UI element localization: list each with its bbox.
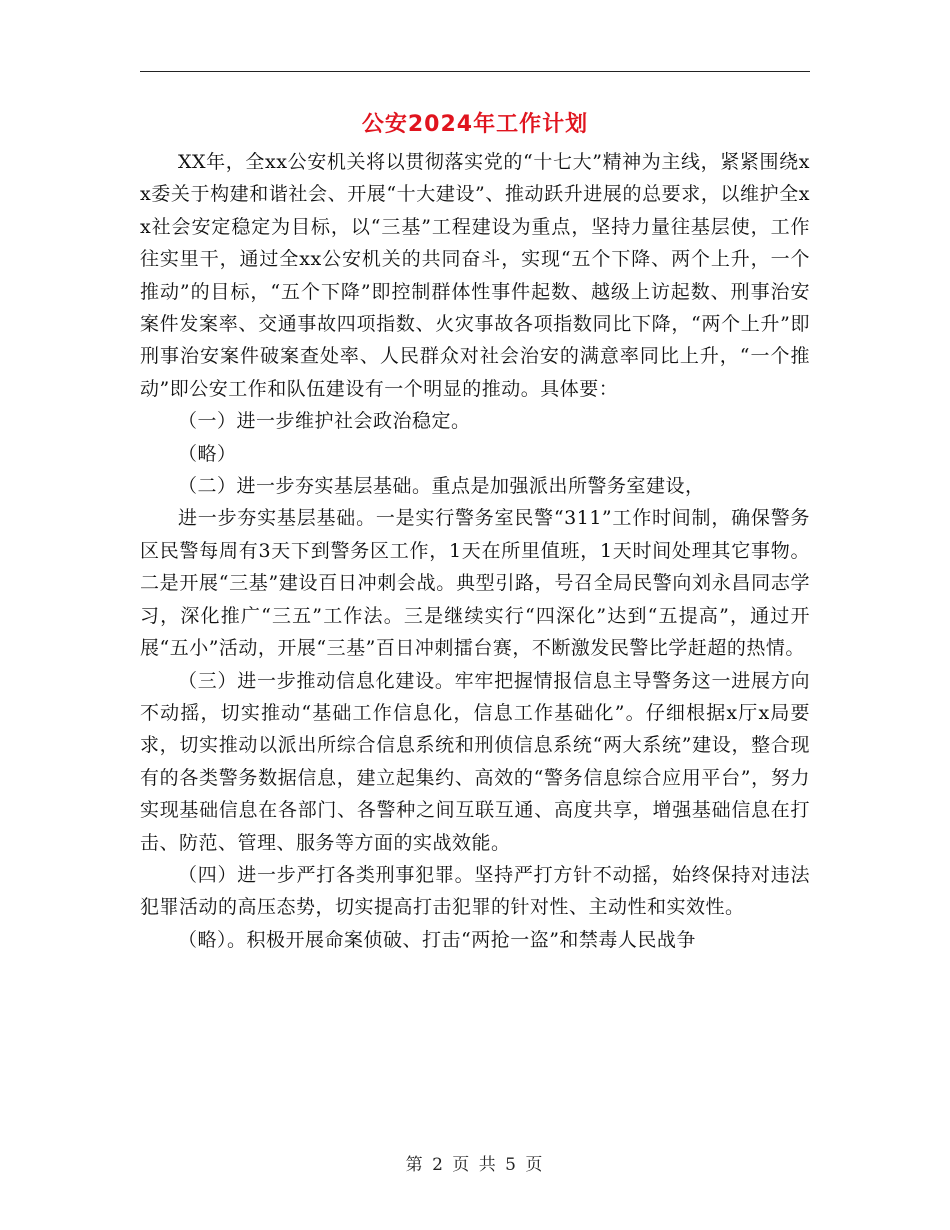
document-body: [140, 146, 810, 956]
paragraph-omitted: （略）: [178, 442, 237, 465]
paragraph-section-1-heading: （一）进一步维护社会政治稳定。: [178, 410, 471, 433]
paragraph-section-4: （四）进一步严打各类刑事犯罪。坚持严打方针不动摇，始终保持对违法犯罪活动的高压态势，切实提高打击犯罪的针对性、主动性和实效性。: [140, 863, 810, 919]
paragraph-section-2-body: 进一步夯实基层基础。一是实行警务室民警“311”工作时间制，确保警务区民警每周有3天下到警务区工作，1天在所里值班，1天时间处理其它事物。二是开展“三基”建设百日冲刺会战。典型引路，号召全局民警向刘永昌同志学习，深化推广“三五”工作法。三是继续实行“四深化”达到“五提高”，通过开展“五小”活动，开展“三基”百日冲刺擂台赛，不断激发民警比学赶超的热情。: [140, 507, 810, 660]
paragraph-intro: XX年，全xx公安机关将以贯彻落实党的“十七大”精神为主线，紧紧围绕xx委关于构建和谐社会、开展“十大建设”、推动跃升进展的总要求，以维护全xx社会安定稳定为目标，以“三基”工程建设为重点，坚持力量往基层使，工作往实里干，通过全xx公安机关的共同奋斗，实现“五个下降、两个上升，一个推动”的目标，“五个下降”即控制群体性事件起数、越级上访起数、刑事治安案件发案率、交通事故四项指数、火灾事故各项指数同比下降，“两个上升”即刑事治安案件破案查处率、人民群众对社会治安的满意率同比上升，“一个推动”即公安工作和队伍建设有一个明显的推动。具体要：: [140, 151, 810, 400]
document-title: 公安2024年工作计划: [361, 112, 589, 137]
page-number: 第 2 页 共 5 页: [405, 1155, 545, 1175]
paragraph-section-3: （三）进一步推动信息化建设。牢牢把握情报信息主导警务这一进展方向不动摇，切实推动“基础工作信息化，信息工作基础化”。仔细根据x厅x局要求，切实推动以派出所综合信息系统和刑侦信息系统“两大系统”建设，整合现有的各类警务数据信息，建立起集约、高效的“警务信息综合应用平台”，努力实现基础信息在各部门、各警种之间互联互通、高度共享，增强基础信息在打击、防范、管理、服务等方面的实战效能。: [140, 669, 810, 854]
paragraph-continuation: （略）。积极开展命案侦破、打击“两抢一盗”和禁毒人民战争: [178, 928, 696, 951]
paragraph-section-2-heading: （二）进一步夯实基层基础。重点是加强派出所警务室建设，: [178, 475, 705, 498]
header-rule: [140, 71, 810, 72]
